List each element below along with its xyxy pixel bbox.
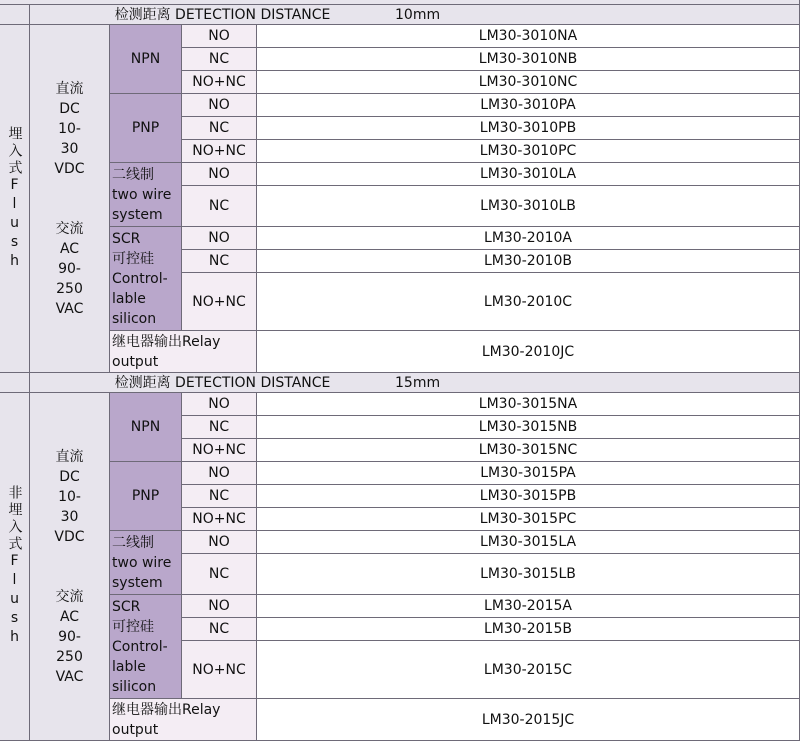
detection-distance-value: 15mm: [395, 374, 441, 391]
npn-label: NPN: [130, 51, 161, 67]
dc-range-low: 10-: [58, 120, 81, 137]
ac-range-high: 250: [56, 648, 83, 665]
output-no-nc: NO+NC: [182, 641, 257, 699]
output-no: NO: [182, 25, 257, 48]
two-wire-label-cn: 二线制: [112, 534, 154, 551]
output-no-nc: NO+NC: [182, 71, 257, 94]
scr-label-cn: 可控硅: [112, 250, 154, 267]
mount-type-label: 埋入式Flush: [6, 125, 23, 272]
mount-type-label: 非埋入式Flush: [6, 485, 23, 648]
scr-label-en-2: lable: [112, 290, 146, 307]
mount-type-cell: [0, 393, 30, 741]
model-cell: LM30-2010C: [257, 273, 800, 331]
dc-label-cn: 直流: [55, 80, 84, 97]
scr-label-en-2: lable: [112, 658, 146, 675]
detection-distance-label: 检测距离 DETECTION DISTANCE: [114, 374, 331, 391]
two-wire-label-en-2: system: [112, 206, 163, 223]
two-wire-label-en-1: two wire: [112, 186, 172, 203]
model-cell: LM30-3010PA: [257, 94, 800, 117]
model-cell: LM30-2015A: [257, 595, 800, 618]
supply-voltage-cell: [30, 25, 110, 373]
model-cell: LM30-2015C: [257, 641, 800, 699]
output-no: NO: [182, 393, 257, 416]
output-nc: NC: [182, 48, 257, 71]
model-cell: LM30-3015PA: [257, 462, 800, 485]
model-cell: LM30-2015B: [257, 618, 800, 641]
output-nc: NC: [182, 618, 257, 641]
ac-label-en: AC: [59, 240, 80, 257]
two-wire-label-en-2: system: [112, 574, 163, 591]
detection-distance-header: [30, 373, 800, 393]
output-no: NO: [182, 595, 257, 618]
model-cell: LM30-3015NA: [257, 393, 800, 416]
model-cell: LM30-2010A: [257, 227, 800, 250]
dc-label-en: DC: [59, 468, 80, 485]
output-nc: NC: [182, 554, 257, 595]
output-no: NO: [182, 531, 257, 554]
pnp-label: PNP: [131, 488, 160, 504]
scr-label: SCR: [112, 598, 141, 615]
model-cell: LM30-2010JC: [257, 331, 800, 373]
model-cell: LM30-3015LA: [257, 531, 800, 554]
output-no-nc: NO+NC: [182, 273, 257, 331]
output-no: NO: [182, 462, 257, 485]
two-wire-label-cn: 二线制: [112, 166, 154, 183]
npn-type-cell: [110, 393, 182, 462]
scr-label-cn: 可控硅: [112, 618, 154, 635]
scr-label-en-1: Control-: [112, 270, 168, 287]
ac-range-high: 250: [56, 280, 83, 297]
dc-label-cn: 直流: [55, 448, 84, 465]
detection-distance-label: 检测距离 DETECTION DISTANCE: [114, 6, 331, 23]
model-cell: LM30-3015PB: [257, 485, 800, 508]
scr-label-en-3: silicon: [112, 678, 157, 695]
model-cell: LM30-3010PB: [257, 117, 800, 140]
ac-label-cn: 交流: [55, 220, 84, 237]
header-spacer: [0, 5, 30, 25]
dc-range-low: 10-: [58, 488, 81, 505]
detection-distance-header: [30, 5, 800, 25]
model-cell: LM30-3010LB: [257, 186, 800, 227]
output-no: NO: [182, 163, 257, 186]
relay-label: 继电器输出Relay: [112, 701, 221, 718]
model-cell: LM30-3010PC: [257, 140, 800, 163]
pnp-label: PNP: [131, 120, 160, 136]
ac-label-cn: 交流: [55, 588, 84, 605]
mount-type-cell: [0, 25, 30, 373]
output-nc: NC: [182, 250, 257, 273]
output-nc: NC: [182, 485, 257, 508]
output-nc: NC: [182, 186, 257, 227]
model-cell: LM30-3010LA: [257, 163, 800, 186]
header-spacer: [0, 373, 30, 393]
relay-label: 继电器输出Relay: [112, 333, 221, 350]
ac-unit: VAC: [55, 300, 84, 317]
output-nc: NC: [182, 416, 257, 439]
scr-label-en-1: Control-: [112, 638, 168, 655]
dc-range-high: 30: [60, 508, 79, 525]
output-no-nc: NO+NC: [182, 508, 257, 531]
ac-range-low: 90-: [58, 260, 81, 277]
dc-range-high: 30: [60, 140, 79, 157]
pnp-type-cell: [110, 94, 182, 163]
model-cell: LM30-3015LB: [257, 554, 800, 595]
scr-type-cell: [110, 227, 182, 331]
relay-label-2: output: [112, 721, 159, 738]
pnp-type-cell: [110, 462, 182, 531]
output-nc: NC: [182, 117, 257, 140]
npn-label: NPN: [130, 419, 161, 435]
output-no: NO: [182, 227, 257, 250]
npn-type-cell: [110, 25, 182, 94]
scr-type-cell: [110, 595, 182, 699]
relay-type-cell: [110, 331, 257, 373]
model-cell: LM30-2010B: [257, 250, 800, 273]
two-wire-type-cell: [110, 163, 182, 227]
dc-unit: VDC: [54, 528, 85, 545]
two-wire-label-en-1: two wire: [112, 554, 172, 571]
output-no-nc: NO+NC: [182, 439, 257, 462]
ac-range-low: 90-: [58, 628, 81, 645]
model-cell: LM30-3015NB: [257, 416, 800, 439]
scr-label: SCR: [112, 230, 141, 247]
model-cell: LM30-3010NA: [257, 25, 800, 48]
supply-voltage-cell: [30, 393, 110, 741]
dc-label-en: DC: [59, 100, 80, 117]
dc-unit: VDC: [54, 160, 85, 177]
detection-distance-value: 10mm: [395, 6, 441, 23]
scr-label-en-3: silicon: [112, 310, 157, 327]
output-no: NO: [182, 94, 257, 117]
ac-unit: VAC: [55, 668, 84, 685]
two-wire-type-cell: [110, 531, 182, 595]
ac-label-en: AC: [59, 608, 80, 625]
model-cell: LM30-2015JC: [257, 699, 800, 741]
output-no-nc: NO+NC: [182, 140, 257, 163]
relay-type-cell: [110, 699, 257, 741]
model-cell: LM30-3015PC: [257, 508, 800, 531]
model-cell: LM30-3010NB: [257, 48, 800, 71]
model-cell: LM30-3015NC: [257, 439, 800, 462]
relay-label-2: output: [112, 353, 159, 370]
model-cell: LM30-3010NC: [257, 71, 800, 94]
